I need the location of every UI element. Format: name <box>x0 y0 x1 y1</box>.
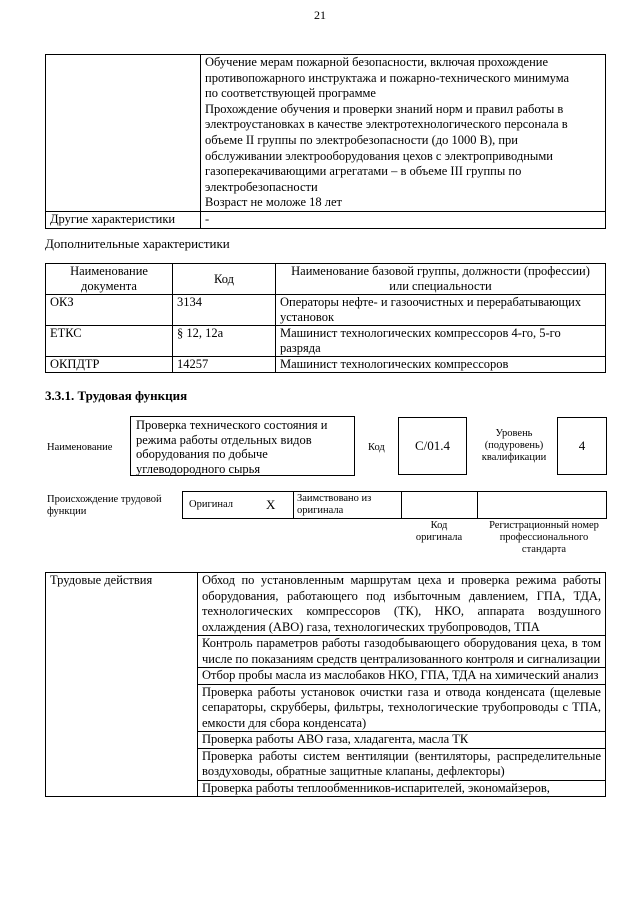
origin-boxes <box>182 491 607 519</box>
section-heading: 3.3.1. Трудовая функция <box>45 388 188 403</box>
action-item: Контроль параметров работы газодобывающего оборудования цеха, в том числе по показаниям средств централизованного контроля и сигнализации <box>198 636 606 668</box>
code-label: Код <box>368 442 385 453</box>
name-label: Наименование <box>47 442 113 453</box>
level-value: 4 <box>578 438 586 453</box>
column-header: Наименование документа <box>46 264 173 295</box>
cell: ЕТКС <box>46 326 173 357</box>
function-name: Проверка технического состояния и режима работы отдельных видов оборудования по добыче углеводородного сырья <box>136 418 328 476</box>
table-row <box>46 573 606 636</box>
text-line: Возраст не моложе 18 лет <box>205 195 343 210</box>
action-item: Проверка работы установок очистки газа и отвода конденсата (щелевые сепараторы, скрубберы, фильтры, технологические трубопроводы с ТПА, емкости для сбора конденсата) <box>198 684 606 732</box>
text-line: объеме II группы по электробезопасности (до 1000 В), при <box>205 132 518 147</box>
text-line: газоперекачивающими агрегатами – в объеме III группы по <box>205 164 522 179</box>
text-line: обслуживании электрооборудования цехов с электроприводными <box>205 148 553 163</box>
text-line: противопожарного инструктажа и пожарно-технического минимума <box>205 70 570 85</box>
action-item: Отбор пробы масла из маслобаков НКО, ГПА, ТДА на химический анализ <box>198 668 606 685</box>
action-item: Проверка работы теплообменников-испарителей, экономайзеров, <box>198 780 606 797</box>
text-line: электроустановках в качестве электротехнологического персонала в <box>205 117 568 132</box>
function-name-box <box>130 416 355 476</box>
table-row <box>46 357 606 373</box>
original-label: Оригинал <box>189 499 233 510</box>
level-box <box>557 417 607 475</box>
row-value: - <box>201 211 606 228</box>
row-label <box>46 55 201 212</box>
original-mark: X <box>266 497 276 512</box>
row-value <box>201 55 606 212</box>
actions-table <box>45 572 606 797</box>
column-header: Наименование базовой группы, должности (профессии) или специальности <box>276 264 606 295</box>
requirements-table <box>45 54 606 229</box>
code-original-caption: Код оригинала <box>415 520 463 543</box>
page-number: 21 <box>314 8 326 22</box>
code-value: С/01.4 <box>414 438 451 453</box>
cell: ОКПДТР <box>46 357 173 373</box>
text-line: Обучение мерам пожарной безопасности, включая прохождение <box>205 55 548 69</box>
reg-number-caption: Регистрационный номер профессионального стандарта <box>489 520 599 555</box>
text-line: электробезопасности <box>205 179 318 194</box>
cell: 3134 <box>173 295 276 326</box>
table-row <box>46 326 606 357</box>
additional-heading: Дополнительные характеристики <box>45 236 230 251</box>
text-line: по соответствующей программе <box>205 86 376 101</box>
cell: Машинист технологических компрессоров <box>276 357 606 373</box>
origin-label: Происхождение трудовой функции <box>47 494 162 517</box>
header-row <box>46 264 606 295</box>
additional-table <box>45 263 606 373</box>
table-row <box>46 295 606 326</box>
cell: 14257 <box>173 357 276 373</box>
cell: Машинист технологических компрессоров 4-го, 5-го разряда <box>276 326 606 357</box>
cell: ОКЗ <box>46 295 173 326</box>
code-box <box>398 417 467 475</box>
text-line: Прохождение обучения и проверки знаний норм и правил работы в <box>205 101 564 116</box>
cell: Операторы нефте- и газоочистных и перерабатывающих установок <box>276 295 606 326</box>
borrowed-label: Заимствовано из оригинала <box>297 493 372 516</box>
level-label: Уровень (подуровень) квалификации <box>481 428 547 463</box>
cell: § 12, 12а <box>173 326 276 357</box>
action-item: Проверка работы АВО газа, хладагента, масла ТК <box>198 732 606 749</box>
row-label: Другие характеристики <box>46 211 201 228</box>
row-label: Трудовые действия <box>46 573 198 797</box>
table-row <box>46 211 606 228</box>
action-item: Проверка работы систем вентиляции (вентиляторы, распределительные воздуховоды, обратные защитные клапаны, дефлекторы) <box>198 748 606 780</box>
table-row <box>46 55 606 212</box>
column-header: Код <box>173 264 276 295</box>
action-item: Обход по установленным маршрутам цеха и проверка режима работы оборудования, работающего под избыточным давлением, ГПА, ТДА, технологических компрессоров (ТК), НКО, аппарата воздушного охлаждения (АВО) газа, технологических трубопроводов, ТПА <box>198 573 606 636</box>
